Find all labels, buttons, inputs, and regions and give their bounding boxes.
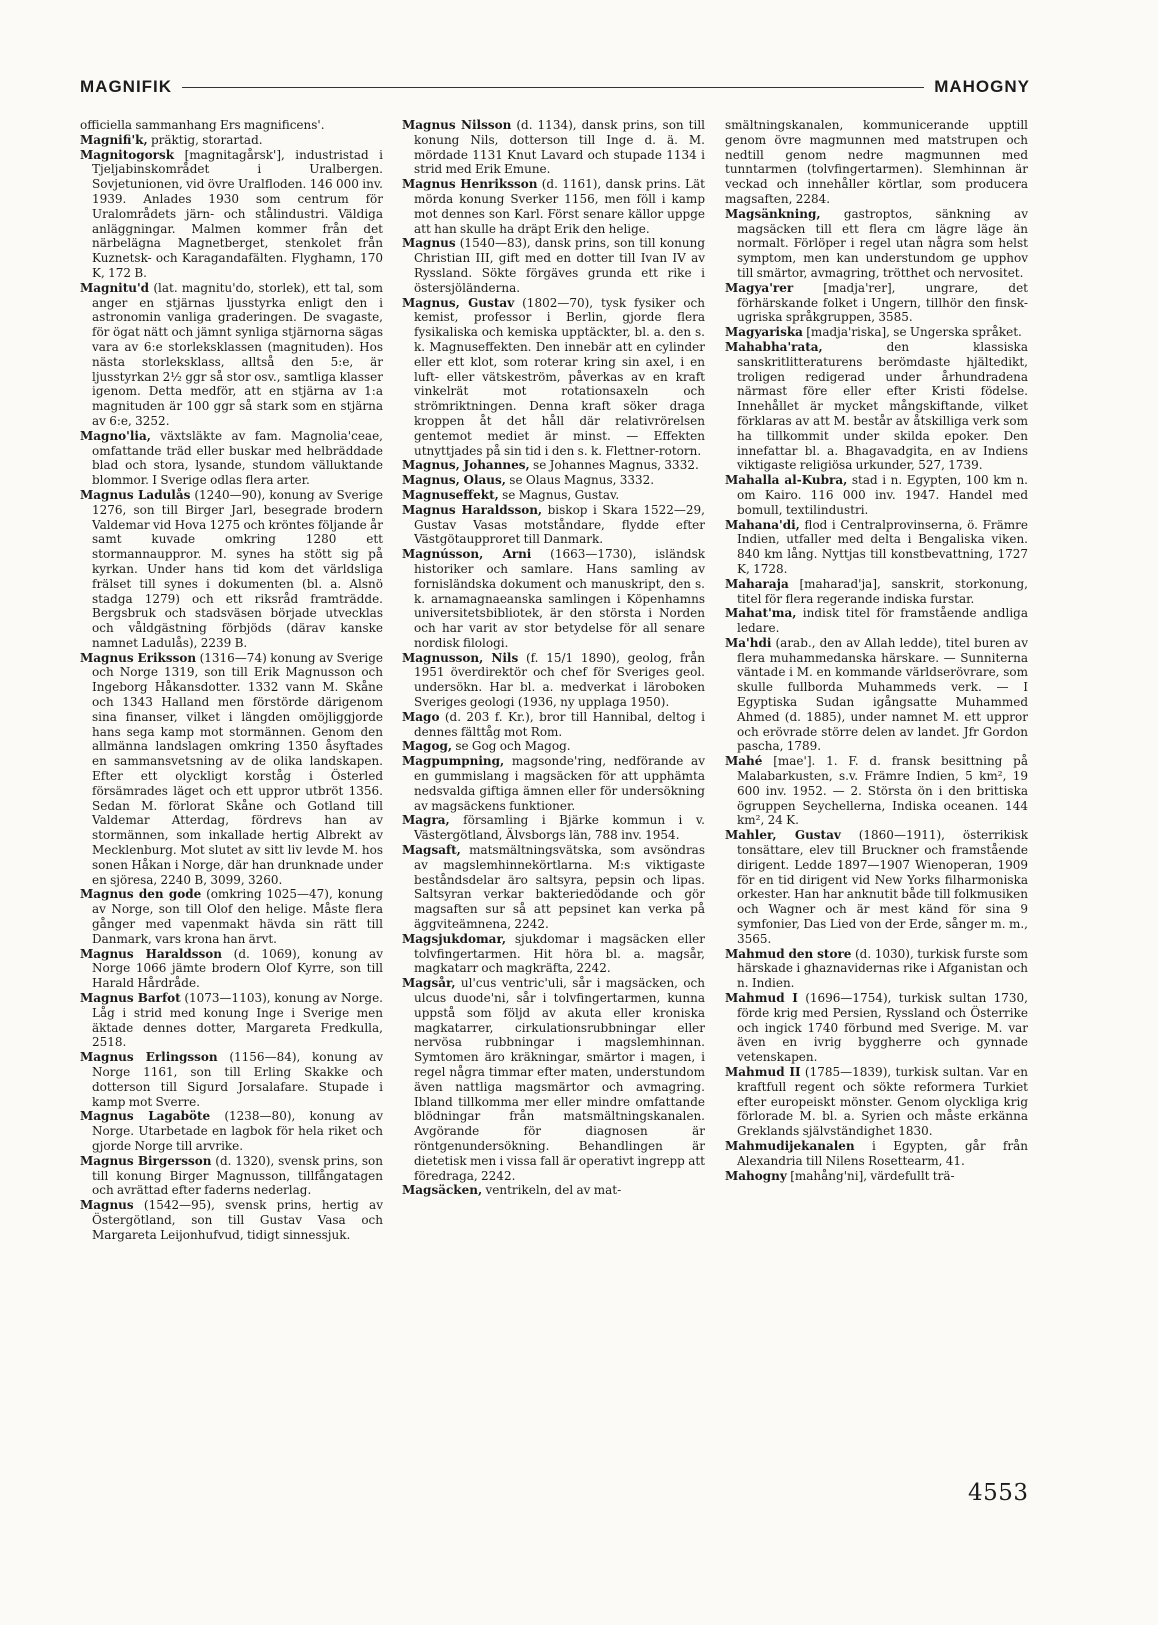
dictionary-entry [80,133,383,148]
entry-text: (d. 1069), konung av Norge 1066 jämte brodern Olof Kyrre, son till Harald Hårdråde. [92,946,383,991]
entry-text: (1316—74) konung av Sverige och Norge 1319, son till Erik Magnusson och Ingeborg Håkansdotter. 1332 vann M. Skåne och 1343 Halland men förstörde därigenom sina finanser, vilket i längden omöjliggjorde hans sega kamp mot stormännen. Genom den allmänna landslagen omkring 1350 åsyftades en sammansvetsning av de olika landskapen. Efter ett olyckligt korståg i Österled försämrades läget och ett uppror utbröt 1356. Sedan M. förlorat Skåne och Gotland till Valdemar Atterdag, fördrevs han av stormännen, som inkallade hertig Albrekt av Mecklenburg. Mot slutet av sitt liv levde M. hos sonen Håkan i Norge, där han drunknade under en sjöresa, 2240 B, 3099, 3260. [92,650,383,887]
entry-headword: Magnússon, Arni [402,547,532,562]
entry-text: se Gog och Magog. [452,739,571,754]
entry-text: (1542—95), svensk prins, hertig av Östergötland, son till Gustav Vasa och Margareta Leijonhufvud, tidigt sinnessjuk. [92,1198,383,1242]
entry-text: församling i Bjärke kommun i v. Västergötland, Älvsborgs län, 788 inv. 1954. [414,813,705,843]
entry-text: (1663—1730), isländsk historiker och samlare. Hans samling av fornisländska dokument och manuskript, den s. k. arnamagnaeanska samlingen i Köpenhamns universitetsbibliotek, är den största i Norden och har varit av stor betydelse för all senare nordisk filologi. [414,547,705,650]
dictionary-entry [402,236,705,295]
dictionary-entry [402,118,705,177]
column-2 [402,118,705,1198]
entry-headword: Magsjukdomar, [402,931,507,946]
entry-headword: Magnus [80,1198,134,1213]
entry-headword: Magnuseffekt, [402,487,499,502]
dictionary-entry [402,296,705,459]
entry-headword: Magnifi'k, [80,132,148,147]
entry-text: växtsläkte av fam. Magnolia'ceae, omfattande träd eller buskar med helbräddade blad och stora, lysande, stundom välluktande blommor. I Sverige odlas flera arter. [92,428,383,488]
header-rule [182,87,924,88]
entry-headword: Magyariska [725,325,803,340]
entry-headword: Mahmud I [725,991,798,1006]
entry-text: i Egypten, går från Alexandria till Nilens Rosettearm, 41. [737,1138,1028,1168]
entry-headword: Magsäcken, [402,1183,483,1198]
entry-headword: Magog, [402,739,453,754]
entry-headword: Magnus Ladulås [80,487,191,502]
dictionary-entry [80,488,383,651]
entry-headword: Magnus Henriksson [402,177,538,192]
entry-headword: Magnus Haraldsson [80,946,223,961]
entry-text: (d. 1320), svensk prins, son till konung Birger Magnusson, tillfångatagen och avrättad efter faderns nederlag. [92,1153,383,1198]
entry-text: (d. 1030), turkisk furste som härskade i ghaznavidernas rike i Afganistan och n. Indien. [737,946,1028,991]
entry-text: (1156—84), konung av Norge 1161, son till Erling Skakke och dotterson till Sigurd Jorsalafare. Stupade i kamp mot Sverre. [92,1050,383,1109]
entry-headword: Magnus Birgersson [80,1153,212,1168]
entry-text: (1240—90), konung av Sverige 1276, son till Birger Jarl, besegrade brodern Valdemar vid Hova 1275 och kröntes följande år samt kuvade omkring 1280 ett stormannauppror. M. synes ha stött sig på kyrkan. Under hans tid kom det världsliga frälset till synes i dokumenten (bl. a. Alsnö stadga 1279) och ett riksråd framträdde. Bergsbruk och stadsväsen började utvecklas och våldgästning förbjöds (därav kanske namnet Ladulås), 2239 B. [92,487,384,650]
dictionary-entry [80,651,383,888]
entry-headword: Mahat'ma, [725,606,797,621]
page-number: 4553 [968,1480,1029,1506]
dictionary-entry [80,118,383,133]
entry-text: matsmältningsvätska, som avsöndras av magslemhinnekörtlarna. M:s viktigaste beståndsdelar äro saltsyra, pepsin och lipas. Saltsyran verkar bakteriedödande och gör magsaften sur så att pepsinet kan verka på äggviteämnena, 2242. [414,843,705,932]
dictionary-entry [725,473,1028,517]
entry-headword: Magnus, Johannes, [402,458,530,473]
dictionary-entry [402,710,705,740]
column-1 [80,118,383,1243]
entry-text: gastroptos, sänkning av magsäcken till ett flera cm lägre läge än normalt. Förlöper i regel utan några som helst symptom, men kan understundom ge upphov till smärtor, avmagring, trötthet och nervositet. [737,206,1028,280]
dictionary-entry [402,1183,705,1198]
dictionary-entry [402,177,705,236]
entry-text: (lat. magnitu'do, storlek), ett tal, som anger en stjärnas ljusstyrka enligt den i astronomin vanliga graderingen. De svagaste, för ögat nätt och jämnt synliga stjärnorna sägas vara av 6:e storleksklassen (magnituden). Hos nästa storleksklass, alltså den 5:e, är ljusstyrkan 2½ ggr så stor osv., samtliga klasser igenom. Detta medför, att en stjärna av 1:a magnituden är 100 ggr så stark som en stjärna av 6:e, 3252. [92,280,383,428]
entry-text: se Magnus, Gustav. [498,487,620,502]
dictionary-entry [725,1139,1028,1169]
entry-text: [madja'rer], ungrare, det förhärskande folket i Ungern, tillhör den finsk-ugriska språkgruppen, 3585. [737,280,1028,325]
dictionary-entry [402,473,705,488]
dictionary-entry [725,828,1028,946]
entry-headword: Mahler, Gustav [725,828,841,843]
entry-headword: Maharaja [725,576,789,591]
entry-headword: Magnus Erlingsson [80,1050,218,1065]
entry-text: flod i Centralprovinserna, ö. Främre Indien, utfaller med delta i Bengaliska viken. 840 km lång. Nyttjas till konstbevattning, 1727 K, 1728. [737,517,1028,576]
entry-headword: Magnus Barfot [80,991,181,1006]
dictionary-entry [725,518,1028,577]
entry-headword: Mahmudijekanalen [725,1138,855,1153]
entry-headword: Mahana'di, [725,517,800,532]
entry-headword: Magnus Lagaböte [80,1109,211,1124]
dictionary-entry [725,947,1028,991]
entry-headword: Mahabha'rata, [725,339,823,354]
entry-text: (1540—83), dansk prins, son till konung Christian III, gift med en dotter till Ivan IV av Ryssland. Sökte förgäves grunda ett rike i östersjöländerna. [414,236,705,295]
entry-headword: Magnus, Olaus, [402,473,506,488]
dictionary-entry [725,1065,1028,1139]
entry-text: (1860—1911), österrikisk tonsättare, elev till Bruckner och framstående dirigent. Ledde 1897—1907 Wienoperan, 1909 för en tid dirigent vid New Yorks filharmoniska orkester. Han har anknutit både till folkmusiken och Wagner och är mest känd för sina 9 symfonier, Das Lied von der Erde, sånger m. m., 3565. [737,828,1028,946]
dictionary-entry [402,739,705,754]
dictionary-entry [725,340,1028,473]
dictionary-entry [402,651,705,710]
dictionary-entry [725,118,1028,207]
dictionary-entry [402,458,705,473]
dictionary-entry [80,281,383,429]
entry-text: [maharad'ja], sanskrit, storkonung, titel för flera regerande indiska furstar. [737,576,1028,606]
entry-headword: Magsår, [402,976,456,991]
entry-text: magsonde'ring, nedförande av en gummislang i magsäcken för att upphämta nedsvalda giftiga ämnen eller för undersökning av magsäckens funktioner. [414,754,705,813]
entry-text: indisk titel för framstående andliga ledare. [737,606,1028,636]
entry-headword: Ma'hdi [725,635,772,650]
entry-headword: Magra, [402,813,450,828]
dictionary-entry [80,947,383,991]
dictionary-entry [725,1169,1028,1184]
entry-text: (1802—70), tysk fysiker och kemist, professor i Berlin, gjorde flera fysikaliska och kemiska upptäckter, bl. a. den s. k. Magnuseffekten. Den innebär att en cylinder eller ett klot, som roterar kring sin axel, i en luft- eller vätskeström, påverkas av en kraft vinkelrät mot rotationsaxeln och strömriktningen. Denna kraft söker draga kroppen åt det håll där relativrörelsen gentemot mediet är minst. — Effekten utnyttjades på sin tid i den s. k. Flettner-rotorn. [414,295,705,458]
entry-text: [mahång'ni], värdefullt trä- [786,1168,955,1183]
entry-headword: Magnus den gode [80,887,202,902]
entry-text: smältningskanalen, kommunicerande upptill genom övre magmunnen med matstrupen och nedtill genom nedre magmunnen med tunntarmen (tolvfingertarmen). Slemhinnan är veckad och innehåller körtlar, som producera magsaften, 2284. [725,118,1028,206]
entry-text: (omkring 1025—47), konung av Norge, son till Olof den helige. Måste flera gånger med vapenmakt hävda sin rätt till Danmark, vars krona han ärvt. [92,887,383,946]
entry-text: präktig, storartad. [147,132,263,147]
dictionary-entry [80,1154,383,1198]
dictionary-entry [80,1050,383,1109]
dictionary-entry [725,991,1028,1065]
entry-headword: Magya'rer [725,280,794,295]
entry-headword: Mahmud den store [725,946,852,961]
dictionary-entry [402,813,705,843]
entry-headword: Mahogny [725,1168,787,1183]
entry-text: stad i n. Egypten, 100 km n. om Kairo. 116 000 inv. 1947. Handel med bomull, textilindustri. [737,473,1028,517]
dictionary-entry [725,325,1028,340]
entry-headword: Mahé [725,754,763,769]
dictionary-entry [402,488,705,503]
entry-text: (1073—1103), konung av Norge. Låg i strid med konung Inge i Sverige men äktade dennes dotter, Margareta Fredkulla, 2518. [92,991,384,1050]
entry-headword: Mahalla al-Kubra, [725,473,848,488]
entry-headword: Magnus [402,236,456,251]
dictionary-entry [725,636,1028,754]
header-last-word: MAHOGNY [934,77,1030,96]
entry-headword: Mahmud II [725,1065,801,1079]
entry-text: se Johannes Magnus, 3332. [529,458,699,473]
entry-text: (f. 15/1 1890), geolog, från 1951 överdirektör och chef för Sveriges geol. undersökn. Har bl. a. medverkat i läroboken Sveriges geologi (1936, ny upplaga 1950). [414,650,705,710]
entry-headword: Magnusson, Nils [402,650,519,665]
dictionary-entry [402,547,705,651]
entry-text: (d. 1134), dansk prins, son till konung Nils, dotterson till Inge d. ä. M. mördade 1131 Knut Lavard och stupade 1134 i strid med Erik Emune. [414,118,705,177]
column-3 [725,118,1028,1183]
entry-text: (d. 1161), dansk prins. Lät mörda konung Sverker 1156, men föll i kamp mot dennes son Karl. Först senare källor uppge att han skulle ha dräpt Erik den helige. [414,177,706,236]
entry-text: (1238—80), konung av Norge. Utarbetade en lagbok för hela riket och gjorde Norge till arvrike. [92,1109,383,1153]
dictionary-entry [725,606,1028,636]
dictionary-entry [80,887,383,946]
entry-text: biskop i Skara 1522—29, Gustav Vasas motståndare, flydde efter Västgötaupproret till Danmark. [414,502,705,547]
entry-text: ventrikeln, del av mat- [482,1183,622,1198]
entry-text: [madja'riska], se Ungerska språket. [802,325,1022,340]
entry-text: den klassiska sanskritlitteraturens berömdaste hjältedikt, troligen redigerad under århundradena närmast före eller efter Kristi födelse. Innehållet är mycket mångskiftande, vilket förklaras av att M. består av åtskilliga verk som ha tillkommit under skilda epoker. Den innefattar bl. a. Bhagavadgita, en av Indiens viktigaste religiösa urkunder, 527, 1739. [737,339,1028,473]
entry-text: (d. 203 f. Kr.), bror till Hannibal, deltog i dennes fälttåg mot Rom. [414,709,705,739]
dictionary-entry [402,754,705,813]
dictionary-entry [725,207,1028,281]
header-first-word: MAGNIFIK [80,77,173,96]
entry-headword: Magnitu'd [80,280,150,295]
dictionary-entry [80,1109,383,1153]
dictionary-entry [80,429,383,488]
dictionary-entry [402,976,705,1183]
dictionary-entry [725,754,1028,828]
entry-headword: Magnus, Gustav [402,295,515,310]
entry-text: se Olaus Magnus, 3332. [505,473,655,488]
entry-headword: Magno'lia, [80,428,151,443]
dictionary-entry [80,148,383,281]
dictionary-entry [725,577,1028,607]
dictionary-entry [725,281,1028,325]
dictionary-entry [80,991,383,1050]
entry-headword: Magnitogorsk [80,147,175,162]
dictionary-entry [402,843,705,932]
dictionary-entry [402,932,705,976]
entry-text: ul'cus ventric'uli, sår i magsäcken, och ulcus duode'ni, sår i tolvfingertarmen, kunna uppstå som följd av akuta eller kroniska magkatarrer, cirkulationsrubbningar eller nervösa rubbningar i magslemhinnan. Symtomen äro kräkningar, smärtor i magen, i regel några timmar efter maten, understundom även nattliga magsmärtor och avmagring. Ibland tillkomma mer eller mindre omfattande blödningar från matsmältningskanalen. Avgörande för diagnosen är röntgenundersökning. Behandlingen är dietetisk men i vissa fall är operativt ingrepp att föredraga, 2242. [414,976,705,1183]
dictionary-entry [402,503,705,547]
entry-text: officiella sammanhang Ers magnificens'. [80,118,325,132]
entry-text: sjukdomar i magsäcken eller tolvfingertarmen. Hit höra bl. a. magsår, magkatarr och magkräfta, 2242. [414,931,705,976]
entry-headword: Mago [402,709,440,724]
entry-headword: Magnus Eriksson [80,650,197,665]
entry-headword: Magpumpning, [402,754,505,769]
entry-text: [magnitagårsk'], industristad i Tjeljabinskområdet i Uralbergen. Sovjetunionen, vid övre Uralfloden. 146 000 inv. 1939. Anlades 1930 som centrum för Uralområdets järn- och stålindustri. Väldiga anläggningar. Malmen kommer från det närbelägna Magnetberget, stenkolet från Kuznetsk- och Karagandafälten. Flyghamn, 170 K, 172 B. [92,147,383,280]
entry-text: (1785—1839), turkisk sultan. Var en kraftfull regent och sökte reformera Turkiet efter europeiskt mönster. Genom olyckliga krig förlorade M. bl. a. Syrien och måste erkänna Greklands självständighet 1830. [737,1065,1029,1139]
entry-headword: Magsaft, [402,843,461,858]
running-header [80,74,1030,100]
entry-text: [mae']. 1. F. d. fransk besittning på Malabarkusten, s.v. Främre Indien, 5 km², 19 600 inv. 1952. — 2. Största ön i den brittiska ögruppen Seychellerna, Indiska oceanen. 144 km², 24 K. [737,754,1028,828]
entry-text: (arab., den av Allah ledde), titel buren av flera muhammedanska härskare. — Sunniterna väntade i M. en kommande världserövrare, som skulle fullborda Muhammeds verk. — I Egyptiska Sudan igångsatte Muhammed Ahmed (d. 1885), under namnet M. ett uppror och erövrade större delen av landet. Jfr Gordon pascha, 1789. [737,635,1028,754]
entry-text: (1696—1754), turkisk sultan 1730, förde krig med Persien, Ryssland och Österrike och ingick 1740 förbund med Sverige. M. var även en ivrig byggherre och gynnade vetenskapen. [737,991,1029,1065]
entry-headword: Magnus Nilsson [402,118,512,132]
entry-headword: Magnus Haraldsson, [402,502,543,517]
entry-headword: Magsänkning, [725,206,821,221]
dictionary-entry [80,1198,383,1242]
